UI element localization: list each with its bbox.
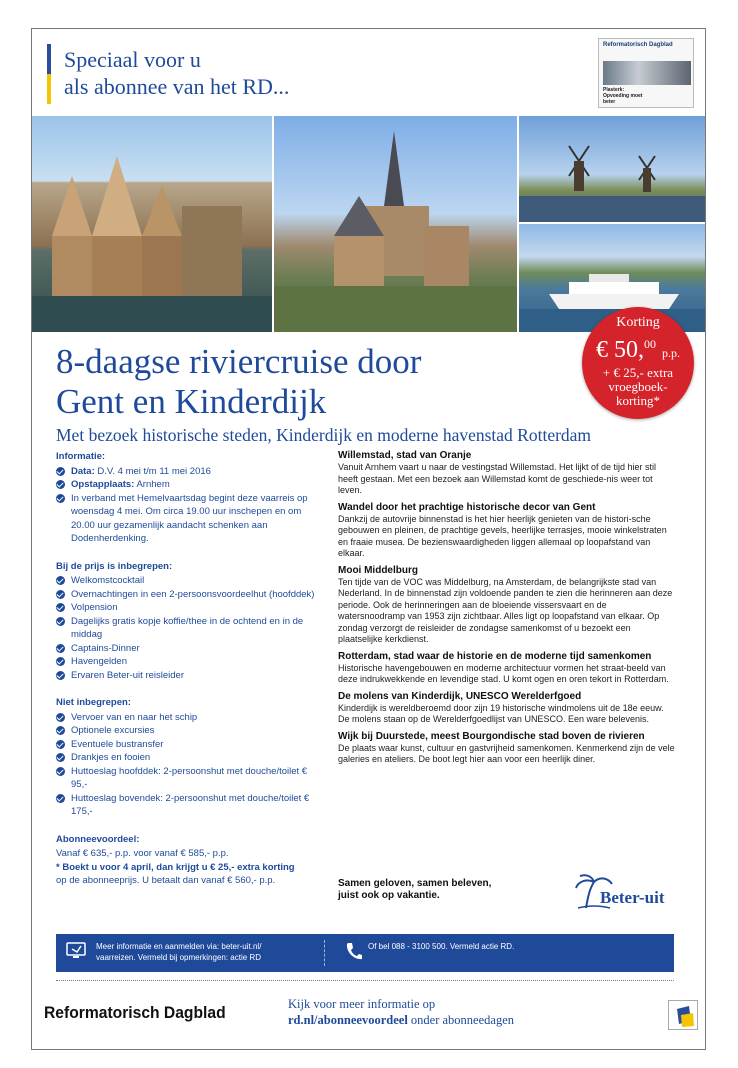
- abonneevoordeel-heading: Abonneevoordeel:: [56, 833, 140, 845]
- footer-info-suffix: onder abonneedagen: [407, 1013, 514, 1027]
- informatie-heading: Informatie:: [56, 451, 106, 462]
- article-body: Dankzij de autovrije binnenstad is het hier heerlijk genieten van de histori-sche gebouwen en pleinen, de prachtige gevels, heerlijke terrasjes, mooie winkelstraten en fraaie musea. De bezienswaardigheden liggen allemaal op loopafstand van elkaar.: [338, 513, 667, 558]
- contact-web: [96, 941, 326, 963]
- article-body: Kinderdijk is wereldberoemd door zijn 19 historische windmolens uit de 18e eeuw. De molens staan op de Werelderfgoedlijst van UNESCO. Een ware belevenis.: [338, 702, 664, 724]
- list-item: [56, 751, 322, 765]
- check-icon: [56, 467, 65, 476]
- badge-extra-line-1: + € 25,- extra: [602, 365, 674, 380]
- badge-price-value: € 50,: [596, 337, 644, 363]
- photo-gent-quay: [32, 116, 272, 332]
- list-item: [56, 465, 322, 479]
- contact-bar: [56, 934, 674, 972]
- list-item: [56, 492, 322, 546]
- badge-price: [582, 331, 694, 366]
- list-item-text: Welkomstcocktail: [71, 575, 145, 586]
- contact-web-line-1: Meer informatie en aanmelden via: beter-uit.nl/: [96, 942, 262, 951]
- check-icon: [56, 767, 65, 776]
- info-label-opstapplaats: Opstapplaats:: [71, 479, 135, 490]
- check-icon: [56, 713, 65, 722]
- corner-logo: [668, 1000, 698, 1030]
- thumbnail-masthead: Reformatorisch Dagblad: [603, 42, 673, 48]
- info-label-data: Data:: [71, 465, 95, 477]
- check-icon: [56, 726, 65, 735]
- article-body: De plaats waar kunst, cultuur en gastvrijheid samenkomen. Kenmerkend zijn de vele galeries en ateliers. De boot legt hier aan voor een heerlijk diner.: [338, 742, 675, 764]
- article-heading: Wijk bij Duurstede, meest Bourgondische stad boven de rivieren: [338, 730, 645, 742]
- list-item-text: Dagelijks gratis kopje koffie/thee in de ochtend en in de middag: [71, 615, 304, 640]
- list-item: [56, 792, 322, 819]
- list-item-text: Drankjes en fooien: [71, 752, 151, 763]
- slogan-line-2: juist ook op vakantie.: [338, 890, 440, 901]
- list-item: [56, 601, 322, 615]
- article-heading: Wandel door het prachtige historische decor van Gent: [338, 501, 596, 513]
- gent-buildings-illustration: [32, 116, 272, 332]
- rd-logo: Reformatorisch Dagblad: [44, 1003, 226, 1022]
- inbegrepen-list: [56, 574, 322, 682]
- newspaper-thumbnail: [598, 38, 694, 108]
- page-subtitle: Met bezoek historische steden, Kinderdijk en moderne havenstad Rotterdam: [56, 425, 592, 445]
- info-value-data: D.V. 4 mei t/m 11 mei 2016: [94, 465, 211, 477]
- header-line-2: als abonnee van het RD...: [64, 74, 290, 99]
- article-body: Historische havengebouwen en moderne architectuur vormen het straat-beeld van deze indrukwekkende en levendige stad. U komt ogen en oren tekort in Rotterdam.: [338, 662, 669, 684]
- check-icon: [56, 740, 65, 749]
- slogan: [338, 878, 491, 902]
- check-icon: [56, 617, 65, 626]
- list-item: [56, 765, 322, 792]
- beter-uit-logo: [572, 874, 676, 914]
- check-icon: [56, 657, 65, 666]
- article-body: Vanuit Arnhem vaart u naar de vestingstad Willemstad. Het lijkt of de tijd hier stil heeft gestaan. Met een bezoek aan Willemstad komt de geschiede-nis weer tot leven.: [338, 462, 656, 495]
- article-heading: Rotterdam, stad waar de historie en de moderne tijd samenkomen: [338, 650, 652, 662]
- list-item: [56, 724, 322, 738]
- check-icon: [56, 671, 65, 680]
- discount-badge: [582, 307, 694, 419]
- list-item-text: Overnachtingen in een 2-persoonsvoordeelhut (hoofddek): [71, 588, 315, 600]
- computer-icon: [66, 942, 86, 960]
- badge-extra-line-2: vroegboek-: [608, 379, 668, 394]
- article-heading: Mooi Middelburg: [338, 564, 418, 576]
- abonneevoordeel-line-2: * Boekt u voor 4 april, dan krijgt u € 25,- extra korting: [56, 861, 295, 873]
- details-column: [56, 450, 322, 888]
- list-item: [56, 615, 322, 642]
- list-item: [56, 669, 322, 683]
- photo-collage: [32, 116, 705, 332]
- list-item-text: Ervaren Beter-uit reisleider: [71, 669, 184, 681]
- list-item: [56, 574, 322, 588]
- article-body: Ten tijde van de VOC was Middelburg, na Amsterdam, de belangrijkste stad van Nederland. In de binnenstad zijn voldoende panden te zien die herinneren aan deze periode. Ook de herinneringen aan de bloeiende vissersvaart en de watersnoodramp van 1953 zijn zichtbaar. Alles ligt op loopafstand van elkaar. Op zondag verzorgt de reisleider de zondagse samenkomst of u bezoekt een plaatselijke kerkdienst.: [338, 576, 673, 644]
- list-item-text: Volpension: [71, 602, 118, 613]
- abonneevoordeel-line-1: Vanaf € 635,- p.p. voor vanaf € 585,- p.p.: [56, 848, 229, 859]
- badge-label: Korting: [616, 315, 660, 330]
- list-item-text: Captains-Dinner: [71, 642, 140, 654]
- list-item: [56, 642, 322, 656]
- check-icon: [56, 603, 65, 612]
- header-heading: [64, 46, 289, 100]
- slogan-line-1: Samen geloven, samen beleven,: [338, 878, 492, 889]
- article-heading: De molens van Kinderdijk, UNESCO Werelderfgoed: [338, 690, 582, 702]
- header-line-1: Speciaal voor u: [64, 47, 201, 72]
- check-icon: [56, 753, 65, 762]
- list-item-text: Vervoer van en naar het schip: [71, 711, 198, 723]
- list-item: [56, 588, 322, 602]
- list-item: [56, 655, 322, 669]
- check-icon: [56, 494, 65, 503]
- list-item-text: Huttoeslag bovendek: 2-persoonshut met douche/toilet € 175,-: [71, 792, 310, 817]
- contact-divider: [324, 940, 325, 966]
- inbegrepen-heading: Bij de prijs is inbegrepen:: [56, 560, 173, 572]
- check-icon: [56, 480, 65, 489]
- articles-column: [338, 450, 676, 766]
- badge-price-cents: 00: [644, 337, 656, 351]
- check-icon: [56, 576, 65, 585]
- windmill-illustration: [519, 116, 705, 222]
- niet-inbegrepen-heading: Niet inbegrepen:: [56, 697, 131, 708]
- badge-price-unit: p.p.: [662, 346, 680, 360]
- footer-info: [288, 996, 514, 1028]
- photo-church-kampen: [274, 116, 517, 332]
- list-item-text: Havengelden: [71, 656, 127, 667]
- rd-mark-icon: [669, 1001, 699, 1031]
- list-item: [56, 738, 322, 752]
- niet-inbegrepen-list: [56, 711, 322, 819]
- header-accent-bar: [47, 44, 51, 104]
- check-icon: [56, 794, 65, 803]
- check-icon: [56, 590, 65, 599]
- list-item: [56, 711, 322, 725]
- list-item-text: Optionele excursies: [71, 725, 155, 736]
- title-line-1: 8-daagse riviercruise door: [56, 342, 422, 381]
- church-illustration: [274, 116, 517, 332]
- list-item: [56, 478, 322, 492]
- info-value-opstapplaats: Arnhem: [134, 479, 170, 490]
- check-icon: [56, 644, 65, 653]
- list-item-text: Eventuele bustransfer: [71, 738, 164, 750]
- footer-info-line-1: Kijk voor meer informatie op: [288, 997, 436, 1011]
- page-title: [56, 342, 421, 422]
- beter-uit-wordmark: Beter-uit: [600, 888, 665, 907]
- thumbnail-photo: [603, 61, 691, 85]
- footer-info-line-2: [288, 1012, 514, 1028]
- informatie-list: [56, 465, 322, 546]
- badge-extra-line-3: korting*: [615, 393, 661, 408]
- info-value-hemelvaart: In verband met Hemelvaartsdag begint deze vaarreis op woensdag 4 mei. Om circa 19.00 uur inschepen en om 20.00 uur gezamenlijk aandacht schenken aan Dodenherdenking.: [71, 492, 308, 544]
- abonneevoordeel-line-3: op de abonneeprijs. U betaalt dan vanaf € 560,- p.p.: [56, 875, 276, 886]
- title-line-2: Gent en Kinderdijk: [56, 382, 327, 421]
- photo-kinderdijk-windmills: [519, 116, 705, 222]
- thumbnail-headline: Plasterk: Opvoeding moet beter: [603, 87, 643, 105]
- article-heading: Willemstad, stad van Oranje: [338, 450, 472, 461]
- contact-phone: Of bel 088 - 3100 500. Vermeld actie RD.: [368, 942, 515, 951]
- footer-url-link[interactable]: rd.nl/abonneevoordeel: [288, 1013, 408, 1027]
- list-item-text: Huttoeslag hoofddek: 2-persoonshut met douche/toilet € 95,-: [71, 765, 308, 790]
- footer-divider: [56, 980, 674, 981]
- contact-web-line-2: vaarreizen. Vermeld bij opmerkingen: actie RD: [96, 953, 261, 962]
- phone-icon: [344, 941, 362, 961]
